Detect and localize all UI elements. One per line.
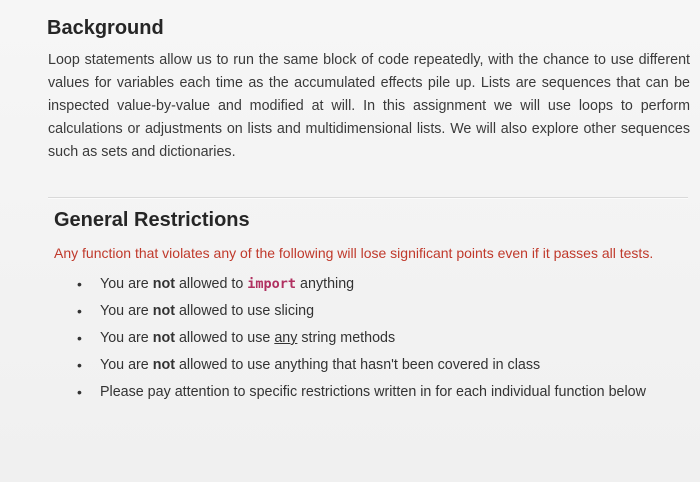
bullet-icon: •	[77, 303, 82, 319]
restrictions-list	[54, 272, 690, 407]
restriction-text: allowed to	[174, 276, 248, 292]
general-restrictions-section	[54, 206, 690, 407]
restriction-emphasis: not	[152, 303, 175, 319]
restriction-text: You are	[100, 330, 153, 346]
restriction-text: You are	[100, 357, 153, 373]
bullet-icon: •	[77, 384, 82, 400]
restriction-item-import	[54, 272, 690, 299]
restriction-emphasis: not	[152, 330, 175, 346]
bullet-icon: •	[77, 276, 82, 292]
restriction-text: allowed to use anything that hasn't been covered in class	[174, 357, 541, 373]
section-divider	[48, 197, 688, 199]
restriction-text: You are	[100, 276, 153, 292]
restriction-item-string-methods	[54, 326, 690, 353]
restriction-item-slicing	[54, 299, 690, 326]
restriction-code: import	[247, 276, 297, 292]
restriction-text: allowed to use	[174, 330, 275, 346]
restriction-text: allowed to use slicing	[174, 303, 315, 319]
restriction-text: You are	[100, 303, 153, 319]
general-restrictions-heading: General Restrictions	[54, 209, 250, 231]
restriction-emphasis: not	[152, 276, 175, 292]
background-paragraph: Loop statements allow us to run the same block of code repeatedly, with the chance to use different values for variables each time as the accumulated effects pile up. Lists are sequences that can be inspected value-by-value and modified at will. In this assignment we will use loops to perform calculations or adjustments on lists and multidimensional lists. We will also explore other sequences such as sets and dictionaries.	[48, 52, 690, 160]
bullet-icon: •	[77, 357, 82, 373]
bullet-icon: •	[77, 330, 82, 346]
restrictions-warning: Any function that violates any of the following will lose significant points even if it passes all tests.	[54, 245, 654, 261]
restriction-item-not-covered	[54, 353, 690, 380]
restriction-underline: any	[274, 330, 298, 346]
background-heading: Background	[47, 17, 164, 39]
restriction-text: anything	[296, 276, 355, 292]
restriction-text: string methods	[297, 330, 396, 346]
restriction-item-specific	[54, 380, 690, 407]
restriction-emphasis: not	[152, 357, 175, 373]
restriction-text: Please pay attention to specific restrictions written in for each individual function below	[100, 384, 646, 400]
